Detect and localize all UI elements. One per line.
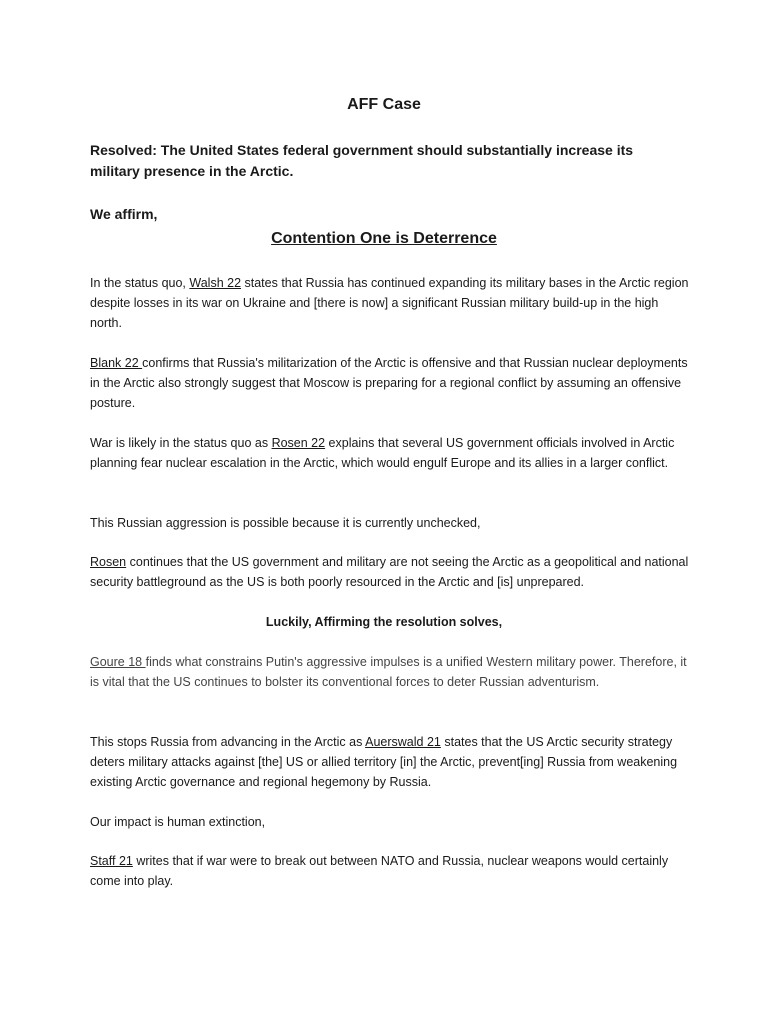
- paragraph-text: War is likely in the status quo as: [90, 436, 272, 450]
- paragraph-text: This stops Russia from advancing in the Arctic as: [90, 735, 366, 749]
- paragraph-rosen-continues: [90, 552, 690, 592]
- citation-auerswald: Auerswald 21: [365, 735, 441, 749]
- paragraph-text: states that Russia has continued expanding its military bases in the Arctic region despite losses in its war on Ukraine and [there is now] a significant Russian military build-up in the high north.: [90, 276, 689, 330]
- paragraph-text: explains that several US government officials involved in Arctic planning fear nuclear escalation in the Arctic, which would engulf Europe and its allies in a larger conflict.: [90, 436, 675, 470]
- affirm-statement: We affirm,: [90, 206, 158, 222]
- paragraph-goure: [90, 652, 690, 692]
- paragraph-auerswald: [90, 732, 690, 792]
- citation-blank: Blank 22: [90, 356, 143, 370]
- paragraph-staff: [90, 851, 690, 891]
- paragraph-text: states that the US Arctic security strategy deters military attacks against [the] US or allied territory [in] the Arctic, prevent[ing] Russia from weakening existing Arctic governance and regional hegemony by Russia.: [90, 735, 678, 789]
- contention-heading: Contention One is Deterrence: [271, 230, 497, 247]
- paragraph-blank: [90, 353, 690, 413]
- citation-staff: Staff 21: [90, 854, 133, 868]
- paragraph-text: continues that the US government and military are not seeing the Arctic as a geopolitical and national security battleground as the US is both poorly resourced in the Arctic and [is] unprepared.: [90, 555, 689, 589]
- resolution-statement: Resolved: The United States federal government should substantially increase its military presence in the Arctic.: [90, 142, 634, 179]
- paragraph-text: writes that if war were to break out between NATO and Russia, nuclear weapons would certainly come into play.: [90, 854, 669, 888]
- citation-rosen: Rosen 22: [271, 436, 326, 450]
- citation-walsh: Walsh 22: [189, 276, 242, 290]
- paragraph-text: finds what constrains Putin's aggressive impulses is a unified Western military power. Therefore, it is vital that the US continues to bolster its conventional forces to deter Russian adventurism.: [90, 655, 687, 689]
- paragraph-unchecked: This Russian aggression is possible because it is currently unchecked,: [90, 516, 481, 530]
- paragraph-text: In the status quo,: [90, 276, 190, 290]
- paragraph-walsh: [90, 273, 690, 333]
- citation-goure: Goure 18: [90, 655, 146, 669]
- citation-rosen-continued: Rosen: [90, 555, 127, 569]
- paragraph-rosen: [90, 433, 690, 473]
- paragraph-text: confirms that Russia's militarization of the Arctic is offensive and that Russian nuclear deployments in the Arctic also strongly suggest that Moscow is preparing for a regional conflict by assuming an offensive posture.: [90, 356, 688, 410]
- document-title: AFF Case: [347, 96, 421, 113]
- paragraph-impact: Our impact is human extinction,: [90, 815, 266, 829]
- solvency-heading: Luckily, Affirming the resolution solves,: [265, 615, 503, 629]
